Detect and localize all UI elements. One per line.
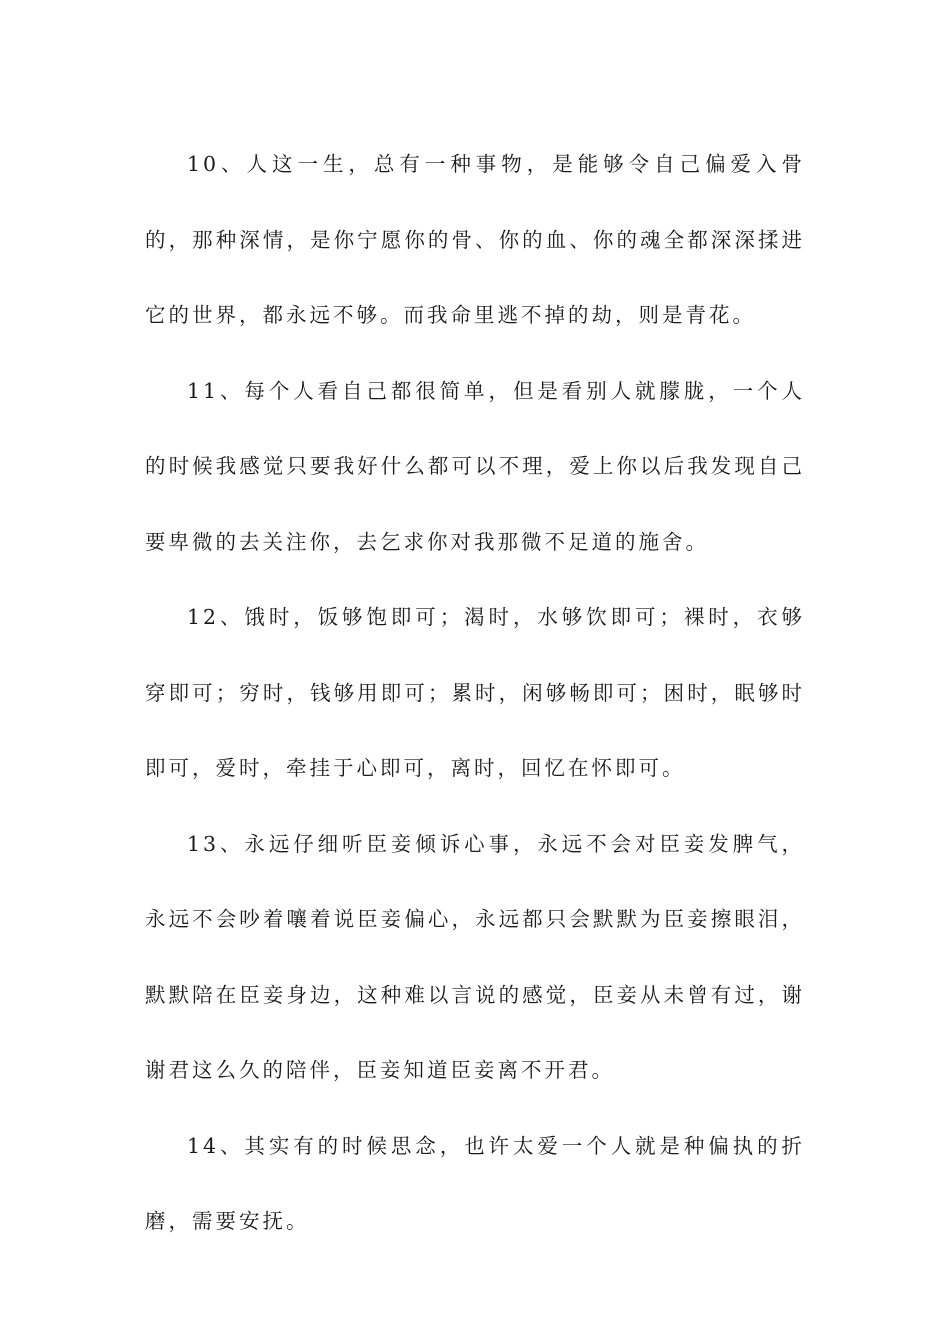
paragraph-10: 10、人这一生，总有一种事物，是能够令自己偏爱入骨的，那种深情，是你宁愿你的骨、你的血、你的魂全都深深揉进它的世界，都永远不够。而我命里逃不掉的劫，则是青花。 [145, 152, 805, 327]
paragraph-11: 11、每个人看自己都很简单，但是看别人就朦胧，一个人的时候我感觉只要我好什么都可以不理，爱上你以后我发现自己要卑微的去关注你，去乞求你对我那微不足道的施舍。 [145, 378, 805, 554]
paragraph-13: 13、永远仔细听臣妾倾诉心事，永远不会对臣妾发脾气，永远不会吵着嚷着说臣妾偏心，永远都只会默默为臣妾擦眼泪，默默陪在臣妾身边，这种难以言说的感觉，臣妾从未曾有过，谢谢君这么久的陪伴，臣妾知道臣妾离不开君。 [145, 831, 805, 1082]
document-body [145, 127, 805, 1260]
paragraph-14: 14、其实有的时候思念，也许太爱一个人就是种偏执的折磨，需要安抚。 [145, 1133, 805, 1233]
paragraph-12: 12、饿时，饭够饱即可；渴时，水够饮即可；裸时，衣够穿即可；穷时，钱够用即可；累时，闲够畅即可；困时，眠够时即可，爱时，牵挂于心即可，离时，回忆在怀即可。 [145, 605, 805, 780]
